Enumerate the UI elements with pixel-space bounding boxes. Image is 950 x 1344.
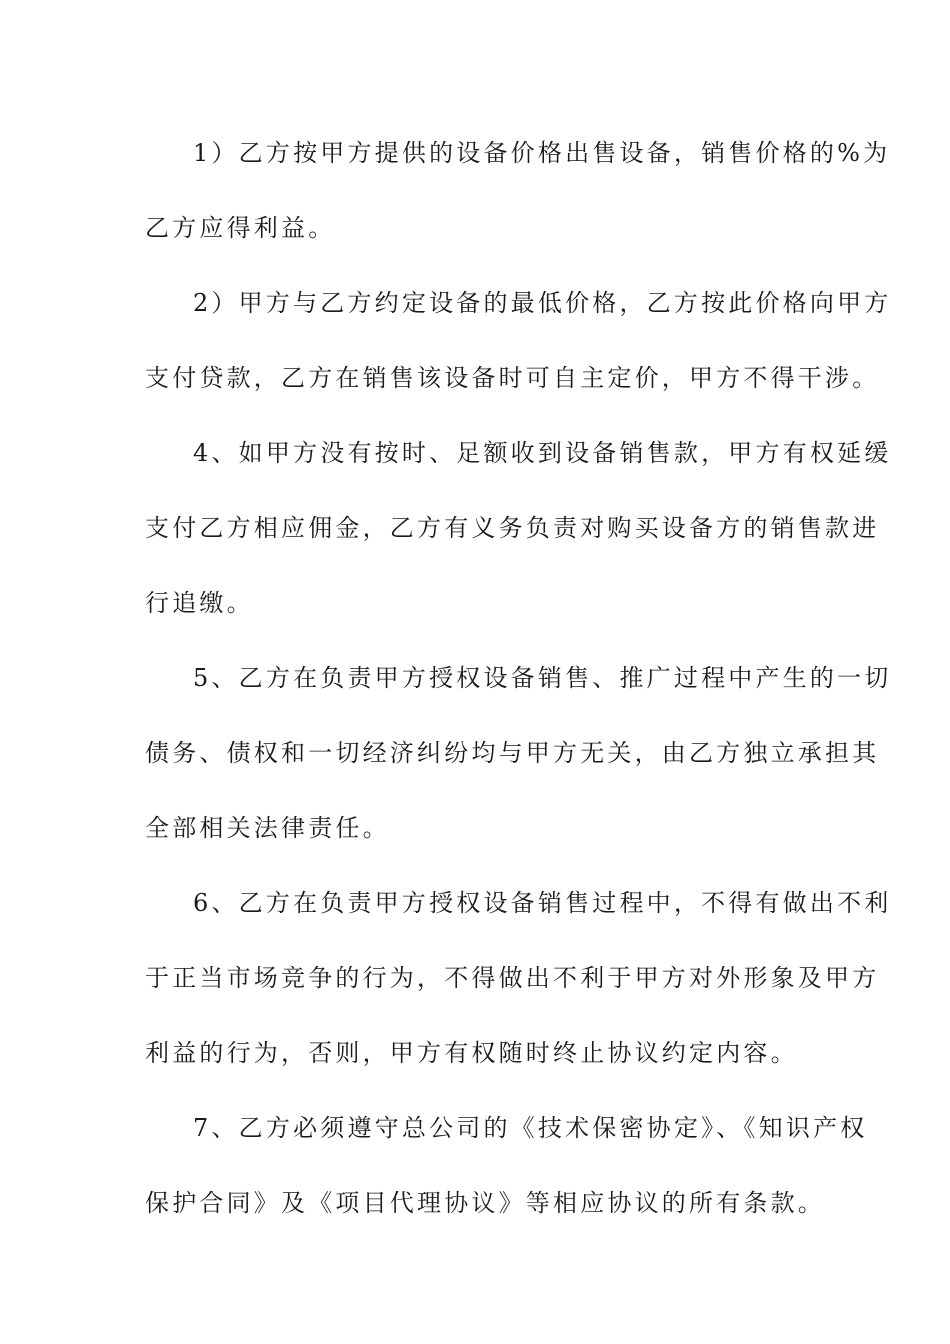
- clause-7-line-2: 保护合同》及《项目代理协议》等相应协议的所有条款。: [145, 1189, 825, 1217]
- clause-1-line-2: 乙方应得利益。: [145, 214, 336, 242]
- clause-2-line-1: 2）甲方与乙方约定设备的最低价格，乙方按此价格向甲方: [193, 289, 892, 317]
- clause-4-line-1: 4、如甲方没有按时、足额收到设备销售款，甲方有权延缓: [193, 439, 892, 467]
- clause-1-line-1: 1）乙方按甲方提供的设备价格出售设备，销售价格的%为: [193, 139, 891, 167]
- clause-6-line-3: 利益的行为，否则，甲方有权随时终止协议约定内容。: [145, 1039, 798, 1067]
- clause-2-line-2: 支付贷款，乙方在销售该设备时可自主定价，甲方不得干涉。: [145, 364, 880, 392]
- clause-5-line-2: 债务、债权和一切经济纠纷均与甲方无关，由乙方独立承担其: [145, 739, 880, 767]
- clause-4-line-3: 行追缴。: [145, 589, 254, 617]
- clause-6-line-1: 6、乙方在负责甲方授权设备销售过程中，不得有做出不利: [193, 889, 892, 917]
- clause-6-line-2: 于正当市场竞争的行为，不得做出不利于甲方对外形象及甲方: [145, 964, 880, 992]
- clause-4-line-2: 支付乙方相应佣金，乙方有义务负责对购买设备方的销售款进: [145, 514, 880, 542]
- clause-5-line-3: 全部相关法律责任。: [145, 814, 390, 842]
- clause-5-line-1: 5、乙方在负责甲方授权设备销售、推广过程中产生的一切: [193, 664, 892, 692]
- clause-7-line-1: 7、乙方必须遵守总公司的《技术保密协定》、《知识产权: [193, 1114, 868, 1142]
